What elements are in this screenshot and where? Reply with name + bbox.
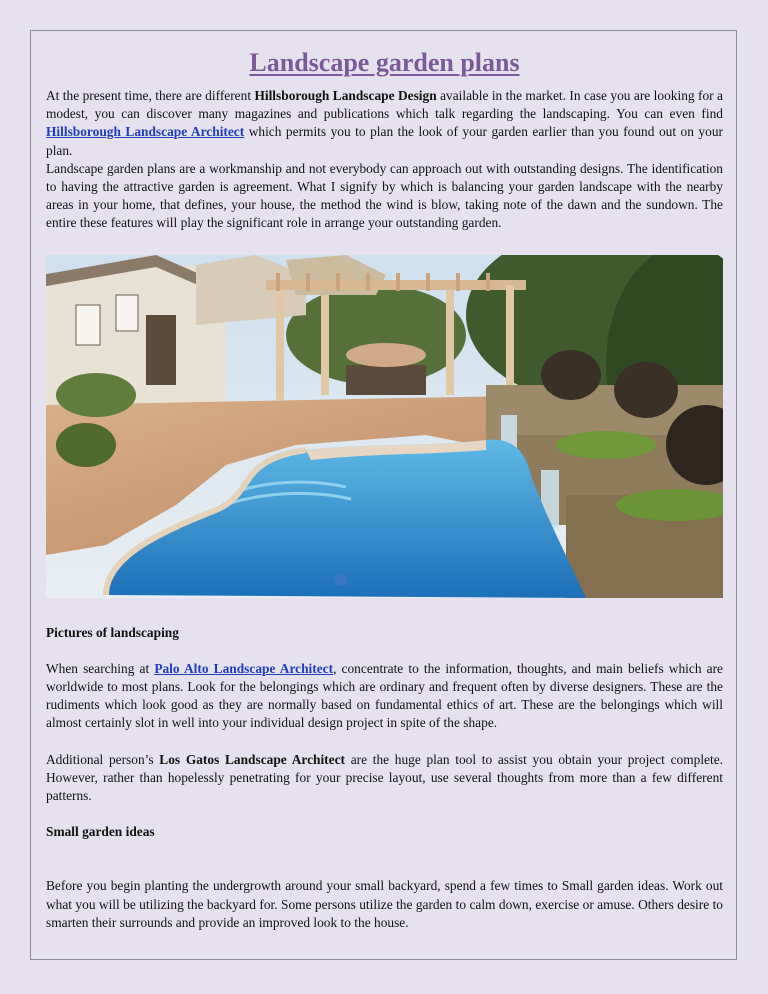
- document-body: [46, 46, 723, 932]
- section1-text-c: Additional person’s: [46, 751, 160, 767]
- heading-pictures-of-landscaping: Pictures of landscaping: [46, 624, 179, 640]
- intro-paragraph-1: [46, 87, 723, 160]
- section1-paragraph-2: [46, 751, 723, 806]
- section1-paragraph-1: [46, 660, 723, 733]
- section1-text-b: , concentrate to the information, thoughts, and main beliefs which are worldwide to most plans. Look for the belongings which are ordinary and frequent often by diverse designers. These are the rudiments which look good as they are normally based on fundamental ethics of art. These are the belongings which will almost certainly slot in well into your individual design project in spite of the shape.: [46, 660, 724, 731]
- section1-bold-los-gatos: Los Gatos Landscape Architect: [159, 751, 345, 767]
- intro-text-a: At the present time, there are different: [46, 88, 255, 103]
- heading-small-garden-ideas: Small garden ideas: [46, 824, 155, 840]
- intro-paragraph-2: Landscape garden plans are a workmanship and not everybody can approach out with outstanding designs. The identification to having the attractive garden is agreement. What I signify by which is balancing your garden landscape with the nearby areas in your home, that defines, your house, the method the wind is blow, taking note of the dawn and the sundown. The entire these features will play the significant role in arrange your outstanding garden.: [46, 160, 723, 231]
- page-title: Landscape garden plans: [249, 48, 520, 77]
- section2-paragraph-1: Before you begin planting the undergrowth around your small backyard, spend a few times to Small garden ideas. Work out what you will be utilizing the backyard for. Some persons utilize the garden to calm down, exercise or amuse. Others desire to smarten their surrounds and provide an improved look to the house.: [46, 878, 723, 930]
- link-palo-alto-architect[interactable]: Palo Alto Landscape Architect: [154, 660, 334, 676]
- pool-garden-photo: [46, 255, 723, 598]
- section1-text-d: are the huge plan tool to assist you obtain your project complete. However, rather than hopelessly penetrating for your precise layout, use several thoughts from more than a few different patterns.: [46, 751, 724, 804]
- link-hillsborough-architect[interactable]: Hillsborough Landscape Architect: [46, 124, 245, 140]
- section1-text-a: When searching at: [46, 660, 155, 676]
- intro-text-c: available in the market. In case you are looking for a modest, you can discover many magazines and publications which talk regarding the landscaping. You can even find: [46, 88, 723, 122]
- intro-bold-hillsborough-design: Hillsborough Landscape Design: [254, 88, 437, 103]
- intro-text-d: which permits you to plan the look of your garden earlier than you found out on your plan.: [46, 124, 723, 158]
